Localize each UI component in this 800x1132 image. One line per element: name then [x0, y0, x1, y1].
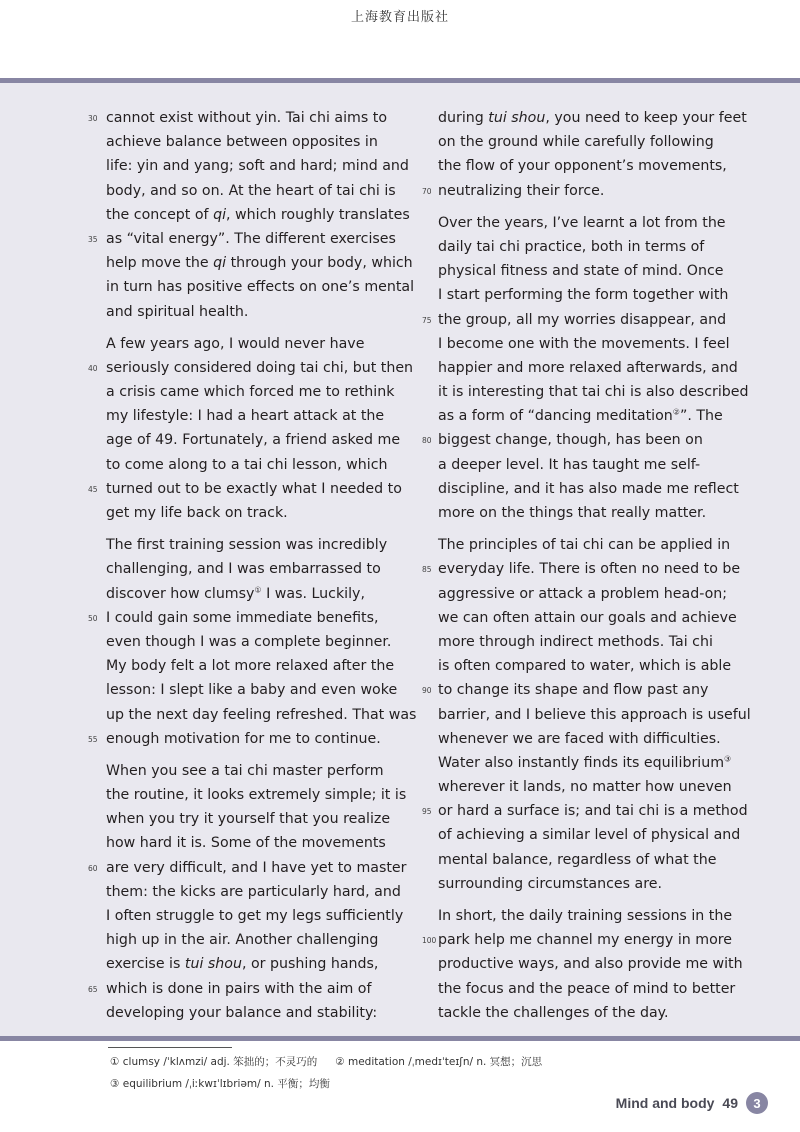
paragraph [422, 211, 749, 525]
line-text: enough motivation for me to continue. [106, 730, 381, 747]
line-number: 75 [422, 315, 432, 325]
line-text: as “vital energy”. The different exercises [106, 230, 396, 247]
line-text: happier and more relaxed afterwards, and [438, 359, 738, 376]
line-text: surrounding circumstances are. [438, 875, 663, 892]
line-number: 50 [88, 613, 98, 623]
text-line [438, 904, 738, 928]
text-line [106, 557, 406, 581]
line-text-after: ”. The [679, 408, 723, 425]
line-text: to come along to a tai chi lesson, which [106, 456, 388, 473]
line-text-after: , you need to keep your feet [545, 110, 747, 126]
line-text: A few years ago, I would never have [106, 335, 365, 352]
text-line [106, 678, 406, 702]
line-text: whenever we are faced with difficulties. [438, 730, 721, 747]
text-line [106, 453, 406, 477]
line-text: daily tai chi practice, both in terms of [438, 238, 705, 255]
text-line [438, 356, 738, 380]
line-text: we can often attain our goals and achieve [438, 609, 737, 626]
page-number: 49 [722, 1095, 738, 1111]
text-line [106, 404, 406, 428]
text-line [438, 477, 738, 501]
text-line [106, 831, 406, 855]
text-line [106, 630, 406, 654]
text-line [106, 928, 406, 952]
text-line [106, 533, 406, 557]
footnotes-line-1 [110, 1054, 542, 1069]
line-text: my lifestyle: I had a heart attack at the [106, 408, 385, 425]
text-line [438, 211, 738, 235]
line-text: to change its shape and flow past any [438, 682, 709, 699]
text-line [106, 332, 406, 356]
text-column-left [88, 106, 417, 1033]
text-line [106, 154, 409, 178]
line-text: Water also instantly finds its equilibrium [438, 754, 725, 771]
line-text: them: the kicks are particularly hard, and [106, 883, 401, 900]
text-line [106, 703, 417, 727]
line-text: how hard it is. Some of the movements [106, 835, 386, 852]
italic-term: qi [213, 255, 227, 272]
line-text: lesson: I slept like a baby and even woke [106, 682, 398, 699]
text-line [106, 380, 406, 404]
line-text: during [438, 110, 489, 126]
line-text: turned out to be exactly what I needed to [106, 480, 402, 497]
line-text: more on the things that really matter. [438, 505, 707, 521]
text-line [438, 751, 738, 775]
line-text: challenging, and I was embarrassed to [106, 561, 381, 578]
line-text: discover how clumsy [106, 585, 255, 602]
line-text: tackle the challenges of the day. [438, 1004, 669, 1021]
text-line [438, 106, 747, 130]
line-number: 95 [422, 807, 432, 817]
text-line [438, 404, 738, 428]
text-line [106, 807, 406, 831]
footnote-marker: ② [672, 407, 680, 417]
line-text-after: I was. Luckily, [261, 585, 365, 602]
line-text-after: , or pushing hands, [241, 956, 379, 973]
text-line [422, 428, 738, 452]
text-line [422, 799, 748, 823]
line-text: mental balance, regardless of what the [438, 851, 717, 868]
line-text: up the next day feeling refreshed. That was [106, 706, 417, 723]
text-line [438, 380, 749, 404]
line-text: I often struggle to get my legs sufficiently [106, 908, 404, 924]
paragraph [422, 533, 751, 896]
line-text: physical fitness and state of mind. Once [438, 263, 724, 280]
text-line [106, 880, 406, 904]
footnote-equilibrium: ③ equilibrium /ˌiːkwɪˈlɪbriəm/ n. 平衡；均衡 [110, 1078, 330, 1090]
text-line [438, 775, 738, 799]
text-line [88, 227, 406, 251]
text-line [88, 727, 406, 751]
line-text: the flow of your opponent’s movements, [438, 158, 727, 175]
line-text: in turn has positive effects on one’s mental [106, 279, 415, 296]
line-text: a deeper level. It has taught me self- [438, 456, 701, 473]
publisher-header: 上海教育出版社 [350, 10, 449, 25]
text-line [106, 654, 406, 678]
text-line [106, 179, 406, 203]
text-line [106, 130, 406, 154]
line-text: when you try it yourself that you realize [106, 811, 391, 828]
paragraph [422, 904, 743, 1025]
text-line [106, 203, 410, 227]
footnote-meditation: ② meditation /ˌmedɪˈteɪʃn/ n. 冥想；沉思 [335, 1056, 543, 1068]
line-text: the concept of [106, 206, 214, 223]
line-number: 60 [88, 863, 98, 873]
text-line [438, 154, 738, 178]
line-text: I start performing the form together with [438, 287, 729, 304]
text-line [106, 275, 415, 299]
text-line [88, 977, 406, 1001]
line-text: everyday life. There is often no need to be [438, 561, 741, 578]
line-text: the focus and the peace of mind to better [438, 980, 736, 997]
text-line [106, 1001, 406, 1025]
text-line [438, 630, 738, 654]
line-number: 100 [422, 936, 437, 946]
line-text: discipline, and it has also made me reflect [438, 480, 739, 497]
line-text-after: , which roughly translates [226, 206, 410, 223]
text-line [438, 872, 738, 896]
text-line [422, 179, 738, 203]
line-text-after: through your body, which [226, 255, 413, 272]
section-title: Mind and body [615, 1095, 715, 1111]
italic-term: qi [213, 206, 227, 223]
line-text: exercise is [106, 956, 185, 973]
page-footer [616, 1090, 768, 1116]
line-text: on the ground while carefully following [438, 134, 714, 151]
text-line [106, 582, 406, 606]
line-text: is often compared to water, which is able [438, 658, 732, 675]
line-text: wherever it lands, no matter how uneven [438, 779, 732, 796]
paragraph [88, 759, 407, 1025]
text-line [438, 703, 751, 727]
text-line [438, 654, 738, 678]
text-line [438, 283, 738, 307]
text-column-right [422, 106, 751, 1033]
line-text: aggressive or attack a problem head-on; [438, 585, 728, 602]
text-line [106, 904, 406, 928]
text-line [422, 557, 741, 581]
text-line [106, 783, 406, 807]
line-text: are very difficult, and I have yet to master [106, 859, 407, 876]
line-text: I could gain some immediate benefits, [106, 609, 379, 626]
text-line [438, 727, 738, 751]
line-text: When you see a tai chi master perform [106, 762, 384, 779]
text-line [438, 453, 738, 477]
line-number: 55 [88, 734, 98, 744]
text-line [106, 952, 406, 976]
line-text: seriously considered doing tai chi, but then [106, 359, 414, 376]
text-line [438, 848, 738, 872]
text-line [438, 332, 738, 356]
line-number: 30 [88, 114, 98, 123]
italic-term: tui shou [488, 110, 546, 126]
text-line [88, 356, 414, 380]
line-text: and spiritual health. [106, 303, 249, 320]
text-line [438, 606, 738, 630]
line-text: high up in the air. Another challenging [106, 932, 379, 949]
paragraph [422, 106, 747, 203]
line-text: I become one with the movements. I feel [438, 335, 730, 352]
line-number: 70 [422, 186, 432, 196]
paragraph [88, 533, 417, 751]
line-text: achieve balance between opposites in [106, 134, 378, 151]
line-text: the group, all my worries disappear, and [438, 311, 727, 328]
line-text: life: yin and yang; soft and hard; mind and [106, 158, 409, 175]
text-line [438, 582, 738, 606]
line-text: a crisis came which forced me to rethink [106, 384, 395, 401]
line-number: 35 [88, 234, 98, 244]
bottom-band [0, 1036, 800, 1041]
text-line [106, 251, 413, 275]
line-text: My body felt a lot more relaxed after the [106, 658, 395, 675]
text-line [438, 130, 738, 154]
footnote-clumsy: ① clumsy /ˈklʌmzi/ adj. 笨拙的；不灵巧的 [110, 1056, 318, 1068]
text-line [422, 928, 738, 952]
line-text: or hard a surface is; and tai chi is a method [438, 803, 748, 820]
text-line [88, 856, 407, 880]
text-line [422, 308, 738, 332]
footnote-marker: ③ [724, 754, 732, 764]
text-line [438, 533, 738, 557]
unit-badge: 3 [746, 1092, 768, 1114]
footnotes-line-2 [110, 1076, 330, 1091]
footnote-marker: ① [254, 584, 262, 594]
line-number: 80 [422, 436, 432, 446]
line-text: The first training session was incredibly [106, 537, 388, 554]
line-text: productive ways, and also provide me with [438, 956, 743, 973]
line-text: more through indirect methods. Tai chi [438, 633, 713, 650]
line-text: age of 49. Fortunately, a friend asked me [106, 432, 401, 449]
text-line [88, 606, 406, 630]
line-text: In short, the daily training sessions in the [438, 908, 733, 924]
line-text: developing your balance and stability: [106, 1004, 378, 1021]
text-line [106, 759, 406, 783]
text-line [438, 259, 738, 283]
line-text: the routine, it looks extremely simple; it is [106, 787, 407, 804]
text-line [438, 823, 741, 847]
text-line [106, 501, 406, 525]
footnote-rule [108, 1047, 232, 1048]
text-line [88, 477, 406, 501]
line-number: 40 [88, 363, 98, 373]
line-text: even though I was a complete beginner. [106, 633, 392, 650]
line-number: 65 [88, 984, 98, 994]
line-number: 45 [88, 484, 98, 494]
line-text: park help me channel my energy in more [438, 932, 733, 949]
line-text: get my life back on track. [106, 505, 288, 521]
line-text: biggest change, though, has been on [438, 432, 703, 449]
line-text: body, and so on. At the heart of tai chi is [106, 182, 396, 199]
line-text: cannot exist without yin. Tai chi aims to [106, 110, 388, 126]
line-text: of achieving a similar level of physical and [438, 827, 741, 844]
line-number: 90 [422, 686, 432, 696]
paragraph [88, 106, 415, 324]
line-text: which is done in pairs with the aim of [106, 980, 372, 997]
text-line [438, 977, 738, 1001]
line-text: neutralizing their force. [438, 182, 605, 199]
line-text: it is interesting that tai chi is also described [438, 384, 749, 401]
text-line [422, 678, 738, 702]
text-line [106, 300, 406, 324]
line-text: help move the [106, 255, 214, 272]
text-line [88, 106, 406, 130]
text-line [438, 1001, 738, 1025]
line-text: Over the years, I’ve learnt a lot from the [438, 214, 726, 231]
text-line [106, 428, 406, 452]
line-text: barrier, and I believe this approach is useful [438, 706, 751, 723]
text-line [438, 952, 743, 976]
text-line [438, 235, 738, 259]
line-text: as a form of “dancing meditation [438, 408, 673, 425]
paragraph [88, 332, 414, 526]
line-text: The principles of tai chi can be applied in [438, 537, 731, 554]
italic-term: tui shou [184, 956, 242, 973]
line-number: 85 [422, 565, 432, 575]
text-line [438, 501, 738, 525]
